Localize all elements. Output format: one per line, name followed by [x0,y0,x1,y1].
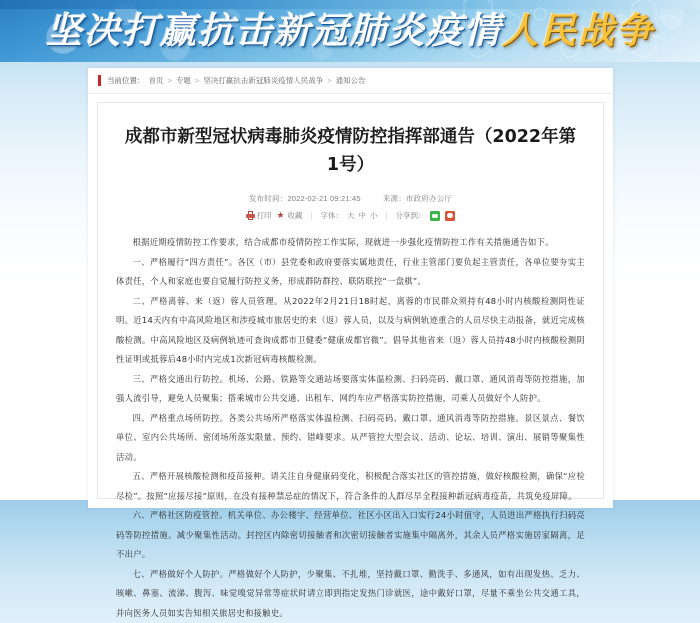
paragraph: 七、严格做好个人防护。严格做好个人防护，少聚集、不扎堆，坚持戴口罩、勤洗手、多通风，如有出现发热、乏力、咳嗽、鼻塞、流涕、腹泻、味觉嗅觉异常等症状时请立即到指定发热门诊就医，途中戴好口罩，尽量不乘坐公共交通工具，并向医务人员如实告知相关旅居史和接触史。 [116,565,585,623]
article-toolbar [116,210,585,221]
favorite-button-label: 收藏 [288,210,303,221]
font-size-small-button[interactable]: 小 [370,210,378,221]
breadcrumb-item-campaign[interactable]: 坚决打赢抗击新冠肺炎疫情人民战争 [203,75,323,86]
breadcrumb-item-home[interactable]: 首页 [149,75,164,86]
banner-title-gold: 人民战争 [502,10,654,52]
share-label: 分享到： [395,210,425,221]
source-label: 来源： [383,194,406,203]
font-size-medium-button[interactable]: 中 [359,210,367,221]
font-size-label: 字体： [321,210,344,221]
breadcrumb-item-topic[interactable]: 专题 [176,75,191,86]
favorite-button[interactable] [277,210,303,221]
print-button-label: 打印 [257,210,272,221]
breadcrumb-accent-bar [98,75,101,86]
breadcrumb-item-notices[interactable]: 通知公告 [336,75,366,86]
toolbar-divider: | [311,211,313,220]
paragraph: 二、严格离蓉、来（返）蓉人员管理。从2022年2月21日18时起，离蓉的市民群众须持有48小时内核酸检测阴性证明。近14天内有中高风险地区和涉疫城市旅居史的来（返）蓉人员，以及与病例轨迹重合的人员尽快主动报备，就近完成核酸检测。中高风险地区及病例轨迹可查询成都市卫健委“健康成都官微”。倡导其他省来（返）蓉人员持48小时内核酸检测阴性证明或抵蓉后48小时内完成1次新冠病毒核酸检测。 [116,292,585,370]
breadcrumb-separator: > [195,76,199,85]
paragraph: 五、严格开展核酸检测和疫苗接种。请关注自身健康码变化，积极配合落实社区的管控措施，做好核酸检测，确保“应检尽检”。按照“应接尽接”原则，在没有接种禁忌症的情况下，符合条件的人群尽早全程接种新冠病毒疫苗，共筑免疫屏障。 [116,467,585,506]
wechat-share-icon[interactable] [430,211,440,221]
article-container [97,102,604,499]
breadcrumb-separator: > [327,76,331,85]
toolbar-divider: | [386,211,388,220]
paragraph: 三、严格交通出行防控。机场、公路、铁路等交通站场要落实体温检测、扫码亮码、戴口罩、通风消毒等防控措施，加强人流引导，避免人员聚集；搭乘城市公共交通、出租车、网约车应严格落实防控措施，司乘人员做好个人防护。 [116,370,585,409]
publish-time-label: 发布时间： [249,194,288,203]
weibo-share-icon[interactable] [445,211,455,221]
paragraph: 六、严格社区防疫管控。机关单位、办公楼宇、经营单位、社区小区出入口实行24小时值守，人员进出严格执行扫码亮码等防控措施。减少聚集性活动。封控区内除密切接触者和次密切接触者实施集中隔离外，其余人员严格实施居家隔离，足不出户。 [116,506,585,565]
paragraph: 四、严格重点场所防控。各类公共场所严格落实体温检测、扫码亮码、戴口罩、通风消毒等防控措施。景区景点、餐饮单位、室内公共场所、密闭场所落实限量、预约、错峰要求。从严管控大型会议、活动、论坛、培训、演出、展销等聚集性活动。 [116,409,585,468]
breadcrumb-label: 当前位置： [107,75,145,86]
breadcrumb-separator: > [168,76,172,85]
page-banner [0,0,700,62]
banner-title-white: 坚决打赢抗击新冠肺炎疫情 [46,10,502,52]
page-title: 成都市新型冠状病毒肺炎疫情防控指挥部通告（2022年第1号） [116,121,585,179]
printer-icon [246,211,255,220]
publish-time-value: 2022-02-21 09:21:45 [287,194,360,203]
paragraph: 根据近期疫情防控工作要求，结合成都市疫情防控工作实际，现就进一步强化疫情防控工作有关措施通告如下。 [116,233,585,253]
article-meta [116,193,585,204]
paragraph: 一、严格履行“四方责任”。各区（市）县党委和政府要落实属地责任，行业主管部门要负起主管责任，各单位要夯实主体责任，个人和家庭也要自觉履行防控义务，形成群防群控、联防联控“一盘棋”。 [116,253,585,292]
banner-title [0,4,700,58]
breadcrumb [88,68,613,94]
article-body [116,233,585,623]
content-card [88,68,613,508]
font-size-large-button[interactable]: 大 [347,210,355,221]
source-value: 市政府办公厅 [406,194,452,203]
print-button[interactable] [246,210,272,221]
font-size-control [321,210,378,221]
star-icon: ★ [277,211,286,220]
